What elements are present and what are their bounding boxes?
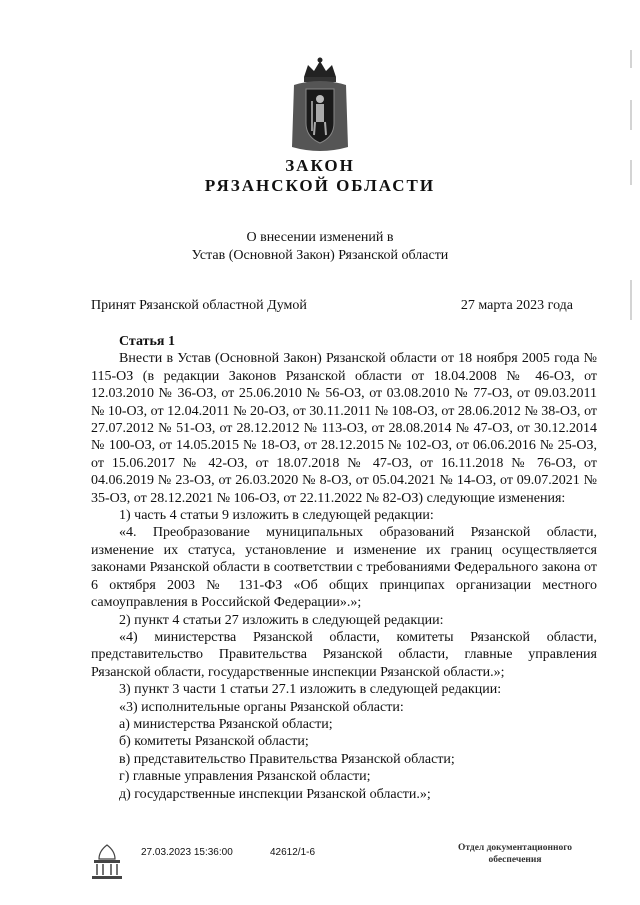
- item-3-sub-d: г) главные управления Рязанской области;: [119, 769, 371, 785]
- adoption-date: 27 марта 2023 года: [460, 298, 573, 313]
- stamp-line-2: обеспечения: [488, 855, 542, 865]
- item-3-sub-b: б) комитеты Рязанской области;: [119, 734, 309, 750]
- item-3-sub-e: д) государственные инспекции Рязанской области.»;: [119, 786, 431, 802]
- item-3-intro: «3) исполнительные органы Рязанской области:: [119, 699, 404, 715]
- item-2-heading: 2) пункт 4 статьи 27 изложить в следующей редакции:: [119, 612, 444, 628]
- item-1-text: «4. Преобразование муниципальных образований Рязанской области, изменение их статуса, установление и изменение их границ осуществляется законами Рязанской области в соответствии с требованиями Федерального закона от 6 октября 2003 № 131-ФЗ «Об общих принципах организации местного самоуправления в Российской Федерации».»;: [91, 525, 597, 611]
- article-heading: Статья 1: [119, 334, 175, 349]
- item-3-sub-c: в) представительство Правительства Рязанской области;: [119, 751, 455, 767]
- adopted-by: Принят Рязанской областной Думой: [91, 298, 307, 313]
- law-subject-line-2: Устав (Основной Закон) Рязанской области: [191, 248, 449, 263]
- law-region: РЯЗАНСКОЙ ОБЛАСТИ: [204, 176, 436, 195]
- article-body: [91, 333, 597, 803]
- coat-of-arms-icon: [290, 55, 350, 155]
- registration-number: 42612/1-6: [270, 847, 316, 858]
- item-3-sub-a: а) министерства Рязанской области;: [119, 716, 333, 732]
- article-intro: Внести в Устав (Основной Закон) Рязанской области от 18 ноября 2005 года № 115-ОЗ (в редакции Законов Рязанской области от 18.04.2008 № 46-ОЗ, от 12.03.2010 № 36-ОЗ, от 25.06.2010 № 56-ОЗ, от 03.08.2010 № 77-ОЗ, от 09.03.2011 № 10-ОЗ, от 12.04.2011 № 20-ОЗ, от 30.11.2011 № 108-ОЗ, от 28.06.2012 № 38-ОЗ, от 27.07.2012 № 51-ОЗ, от 28.12.2012 № 113-ОЗ, от 28.08.2014 № 47-ОЗ, от 30.12.2014 № 100-ОЗ, от 14.05.2015 № 18-ОЗ, от 28.12.2015 № 102-ОЗ, от 06.06.2016 № 25-ОЗ, от 15.06.2017 № 42-ОЗ, от 18.07.2018 № 47-ОЗ, от 16.11.2018 № 76-ОЗ, от 04.06.2019 № 23-ОЗ, от 26.03.2020 № 8-ОЗ, от 05.04.2021 № 14-ОЗ, от 09.07.2021 № 35-ОЗ, от 28.12.2021 № 106-ОЗ, от 22.11.2022 № 82-ОЗ) следующие изменения:: [91, 351, 597, 506]
- scan-margin-marks: [626, 40, 636, 340]
- stamp-line-1: Отдел документационного: [457, 843, 573, 853]
- item-3-heading: 3) пункт 3 части 1 статьи 27.1 изложить в следующей редакции:: [119, 682, 502, 698]
- item-1-heading: 1) часть 4 статьи 9 изложить в следующей редакции:: [119, 508, 434, 524]
- law-title: ЗАКОН: [285, 156, 355, 175]
- item-2-text: «4) министерства Рязанской области, комитеты Рязанской области, представительство Правительства Рязанской области, главные управления Рязанской области, государственные инспекции Рязанской области.»;: [91, 629, 597, 680]
- registration-timestamp: 27.03.2023 15:36:00: [141, 847, 233, 858]
- duma-logo-icon: [88, 842, 126, 884]
- law-subject-line-1: О внесении изменений в: [246, 230, 394, 245]
- department-stamp: [440, 842, 590, 866]
